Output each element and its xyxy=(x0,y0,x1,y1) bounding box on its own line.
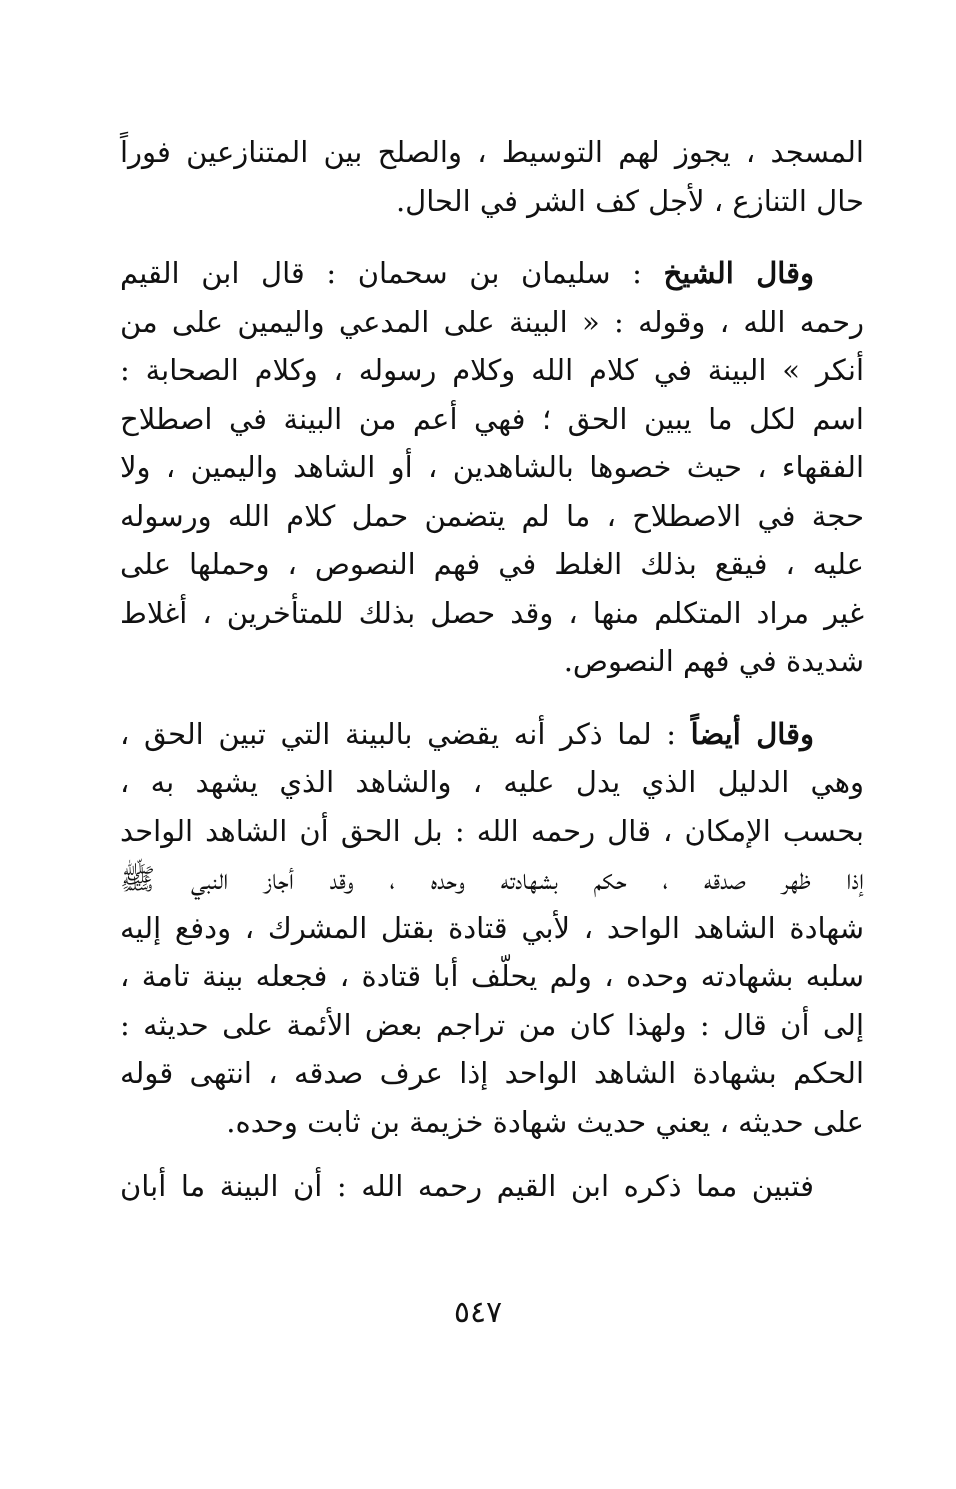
text-line: المسجد ، يجوز لهم التوسيط ، والصلح بين المتنازعين فوراً xyxy=(120,135,864,169)
text-line: اسم لكل ما يبين الحق ؛ فهي أعم من البينة في اصطلاح xyxy=(120,401,864,436)
text-line: سلبه بشهادته وحده ، ولم يحلّف أبا قتادة ، فجعله بينة تامة ، xyxy=(120,959,864,993)
paragraph-2 xyxy=(120,249,864,686)
page-body xyxy=(120,128,864,1211)
text-line: حجة في الاصطلاح ، ما لم يتضمن حمل كلام الله ورسوله xyxy=(120,498,864,533)
paragraph-gap xyxy=(120,225,864,249)
speaker-heading: وقال الشيخ xyxy=(663,256,814,290)
text-line: الفقهاء ، حيث خصوها بالشاهدين ، أو الشاهد واليمين ، ولا xyxy=(120,450,864,484)
text-line: بحسب الإمكان ، قال رحمه الله : بل الحق أن الشاهد الواحد xyxy=(120,813,864,848)
paragraph-lead-line xyxy=(120,249,864,298)
paragraph-lead-line xyxy=(120,710,864,759)
text-line: إذا ظهر صدقه ، حكم بشهادته وحده ، وقد أجاز النبي ﷺ xyxy=(120,862,865,896)
text-line: إلى أن قال : ولهذا كان من تراجم بعض الأئمة على حديثه : xyxy=(120,1007,864,1042)
text-line: شديدة في فهم النصوص. xyxy=(563,644,864,678)
text-line: وهي الدليل الذي يدل عليه ، والشاهد الذي يشهد به ، xyxy=(120,765,864,799)
text-line: غير مراد المتكلم منها ، وقد حصل بذلك للمتأخرين ، أغلاط xyxy=(120,595,864,630)
paragraph-gap xyxy=(120,686,864,710)
paragraph-3 xyxy=(120,710,864,1147)
paragraph-4 xyxy=(120,1162,864,1211)
lead-text: : سليمان بن سحمان : قال ابن القيم xyxy=(120,256,664,290)
text-line: على حديثه ، يعني حديث شهادة خزيمة بن ثابت وحده. xyxy=(226,1104,864,1139)
text-line: شهادة الشاهد الواحد ، لأبي قتادة بقتل المشرك ، ودفع إليه xyxy=(120,910,864,945)
paragraph-1 xyxy=(120,128,864,225)
speaker-heading: وقال أيضاً xyxy=(690,716,815,751)
paragraph-gap xyxy=(120,1146,864,1162)
lead-text: : لما ذكر أنه يقضي بالبينة التي تبين الحق ، xyxy=(120,716,691,751)
text-line: رحمه الله ، وقوله : « البينة على المدعي واليمين على من xyxy=(120,304,864,339)
text-line: فتبين مما ذكره ابن القيم رحمه الله : أن البينة ما أبان xyxy=(120,1169,814,1203)
text-line: أنكر » البينة في كلام الله وكلام رسوله ، وكلام الصحابة : xyxy=(120,353,864,387)
text-line: الحكم بشهادة الشاهد الواحد إذا عرف صدقه ، انتهى قوله xyxy=(120,1056,864,1090)
text-line: حال التنازع ، لأجل كف الشر في الحال. xyxy=(395,183,864,218)
page-number: ٥٤٧ xyxy=(453,1295,503,1330)
text-line: عليه ، فيقع بذلك الغلط في فهم النصوص ، وحملها على xyxy=(120,547,864,581)
